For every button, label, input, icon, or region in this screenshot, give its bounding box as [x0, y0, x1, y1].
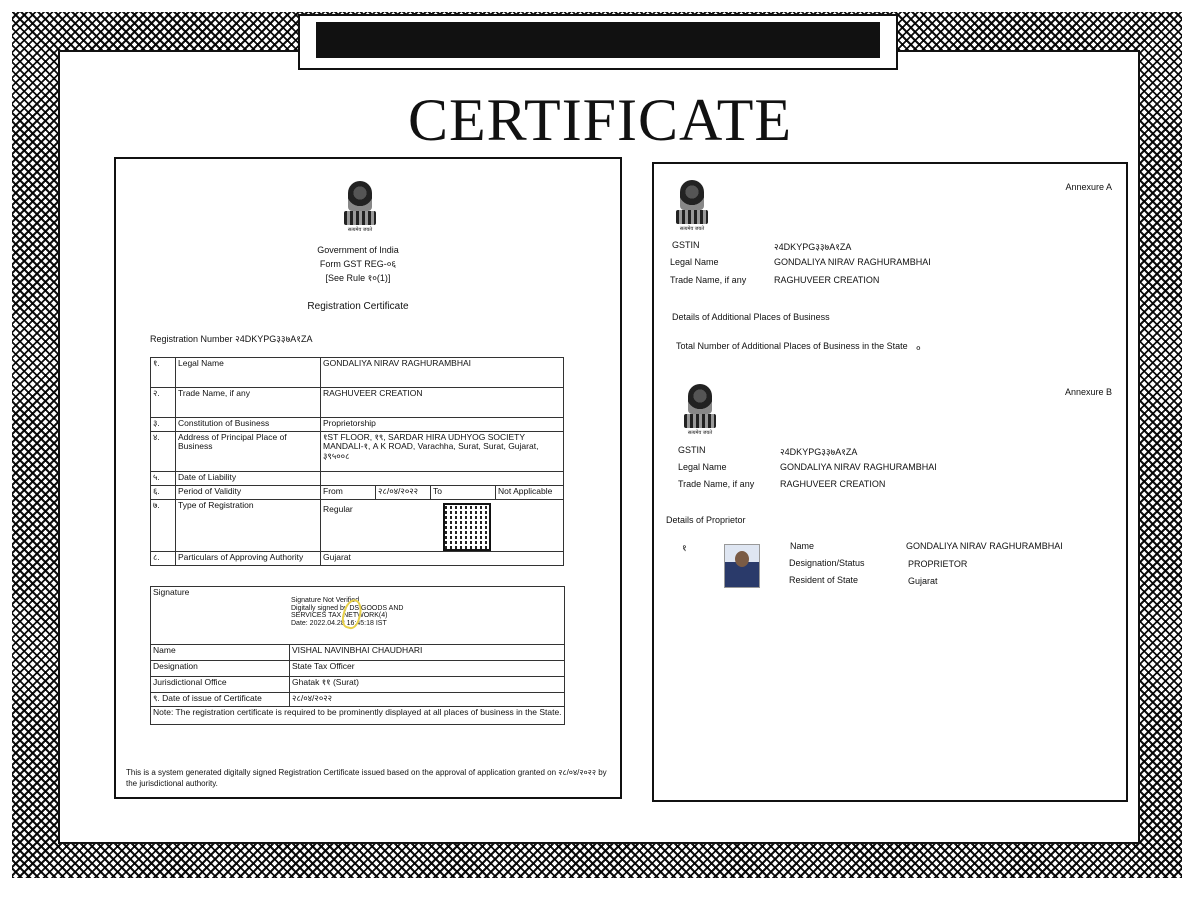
trade-name-value: RAGHUVEER CREATION: [780, 479, 886, 489]
gstin-label: GSTIN: [678, 445, 706, 455]
certificate-heading: CERTIFICATE: [407, 87, 793, 153]
national-emblem-icon: [340, 181, 380, 237]
legal-name-value: GONDALIYA NIRAV RAGHURAMBHAI: [780, 462, 937, 472]
annexure-a-title: Annexure A: [1065, 182, 1112, 192]
to-label: To: [431, 486, 496, 500]
trade-name-value: RAGHUVEER CREATION: [321, 388, 564, 418]
signatory-table: [150, 586, 565, 725]
table-row: [151, 552, 564, 566]
signature-cell: [151, 587, 565, 645]
proprietor-photo: [724, 544, 760, 588]
legal-name-label: Legal Name: [678, 462, 727, 472]
document-title: Registration Certificate: [307, 301, 409, 312]
from-label: From: [321, 486, 376, 500]
additional-places-heading: Details of Additional Places of Business: [672, 312, 830, 322]
table-row: [151, 358, 564, 388]
form-label: Form GST REG-०६: [319, 259, 397, 269]
row-number: ४.: [151, 432, 176, 472]
signature-status: Signature Not Verified: [291, 597, 360, 604]
digital-signature: [291, 597, 403, 628]
officer-designation-value: State Tax Officer: [290, 661, 565, 677]
trade-name-value: RAGHUVEER CREATION: [774, 275, 880, 285]
validity-from-value: २८/०४/२०२२: [376, 486, 431, 500]
rule-label: [See Rule १०(1)]: [325, 273, 391, 283]
constitution-value: Proprietorship: [321, 418, 564, 432]
proprietor-row-number: १: [682, 543, 687, 553]
government-label: Government of India: [317, 245, 399, 255]
trade-name-label: Trade Name, if any: [670, 275, 747, 285]
registration-number-label: Registration Number: [150, 334, 233, 344]
table-row: [151, 677, 565, 693]
legal-name-value: GONDALIYA NIRAV RAGHURAMBHAI: [321, 358, 564, 388]
system-generated-footer: This is a system generated digitally signed Registration Certificate issued based on the approval of application granted on २८/०४/२०२२ by the jurisdictional authority.: [126, 768, 607, 789]
field-label: Date of Liability: [176, 472, 321, 486]
annexure-b-title: Annexure B: [1064, 387, 1112, 397]
gstin-value: २4DKYPG३३७A१ZA: [780, 447, 858, 457]
table-row: [151, 707, 565, 725]
field-label: Period of Validity: [176, 486, 321, 500]
jurisdictional-office-value: Ghatak ११ (Surat): [290, 677, 565, 693]
row-number: ७.: [151, 500, 176, 552]
proprietor-name-value: GONDALIYA NIRAV RAGHURAMBHAI: [906, 541, 1063, 551]
field-label: ९. Date of issue of Certificate: [151, 693, 290, 707]
row-number: ५.: [151, 472, 176, 486]
gstin-label: GSTIN: [672, 240, 700, 250]
emblem-motto: सत्यमेव जयते: [687, 430, 713, 436]
field-label: Legal Name: [176, 358, 321, 388]
qr-code: [443, 503, 491, 551]
national-emblem-icon: [680, 384, 720, 440]
total-places-label: Total Number of Additional Places of Business in the State: [676, 341, 908, 351]
registration-number: २4DKYPG३३७A१ZA: [235, 334, 313, 344]
field-label: Name: [151, 645, 290, 661]
table-row: [151, 587, 565, 645]
row-number: ८.: [151, 552, 176, 566]
table-row: [151, 472, 564, 486]
ribbon-bar: [316, 22, 880, 58]
resident-state-label: Resident of State: [789, 575, 859, 585]
signature-label: Signature: [153, 587, 190, 597]
registration-type-cell: [321, 500, 564, 552]
field-label: Jurisdictional Office: [151, 677, 290, 693]
approving-authority-value: Gujarat: [321, 552, 564, 566]
field-label: Trade Name, if any: [176, 388, 321, 418]
registration-certificate-panel: [114, 157, 622, 799]
validity-to-value: Not Applicable: [496, 486, 564, 500]
field-label: Constitution of Business: [176, 418, 321, 432]
trade-name-label: Trade Name, if any: [678, 479, 755, 489]
annexure-panel: [652, 162, 1128, 802]
gstin-value: २4DKYPG३३७A१ZA: [774, 242, 852, 252]
row-number: २.: [151, 388, 176, 418]
field-label: Particulars of Approving Authority: [176, 552, 321, 566]
field-label: Designation: [151, 661, 290, 677]
signature-date: Date: 2022.04.28 16:45:18 IST: [291, 620, 387, 628]
emblem-motto: सत्यमेव जयते: [347, 227, 373, 233]
table-row: [151, 661, 565, 677]
row-number: ३.: [151, 418, 176, 432]
issue-date-value: २८/०४/२०२२: [290, 693, 565, 707]
total-places-value: ०: [916, 343, 921, 353]
row-number: ६.: [151, 486, 176, 500]
field-label: Address of Principal Place of Business: [176, 432, 321, 472]
legal-name-label: Legal Name: [670, 257, 719, 267]
officer-name-value: VISHAL NAVINBHAI CHAUDHARI: [290, 645, 565, 661]
proprietor-designation-value: PROPRIETOR: [908, 559, 968, 569]
field-label: Type of Registration: [176, 500, 321, 552]
signature-signer: Digitally signed by DS GOODS AND: [291, 604, 404, 612]
registration-number-line: [150, 332, 312, 345]
registration-details-table: [150, 357, 564, 566]
registration-type-value: Regular: [323, 504, 353, 514]
table-row: [151, 645, 565, 661]
resident-state-value: Gujarat: [908, 576, 938, 586]
liability-date-value: [321, 472, 564, 486]
national-emblem-icon: [672, 180, 712, 236]
table-row: [151, 432, 564, 472]
table-row: [151, 693, 565, 707]
table-row: [151, 486, 564, 500]
row-number: १.: [151, 358, 176, 388]
display-note: Note: The registration certificate is required to be prominently displayed at all places of business in the State.: [151, 707, 565, 725]
proprietor-name-label: Name: [790, 541, 815, 551]
table-row: [151, 418, 564, 432]
title-ribbon: [298, 14, 898, 70]
signature-signer-org: SERVICES TAX NETWORK(4): [291, 612, 388, 620]
address-value: १ST FLOOR, १९, SARDAR HIRA UDHYOG SOCIETY MANDALI-१, A K ROAD, Varachha, Surat, Surat, Gujarat, ३९५००८: [321, 432, 564, 472]
legal-name-value: GONDALIYA NIRAV RAGHURAMBHAI: [774, 257, 931, 267]
proprietor-heading: Details of Proprietor: [666, 515, 746, 525]
proprietor-designation-label: Designation/Status: [789, 558, 865, 568]
table-row: [151, 388, 564, 418]
emblem-motto: सत्यमेव जयते: [679, 226, 705, 232]
table-row: [151, 500, 564, 552]
